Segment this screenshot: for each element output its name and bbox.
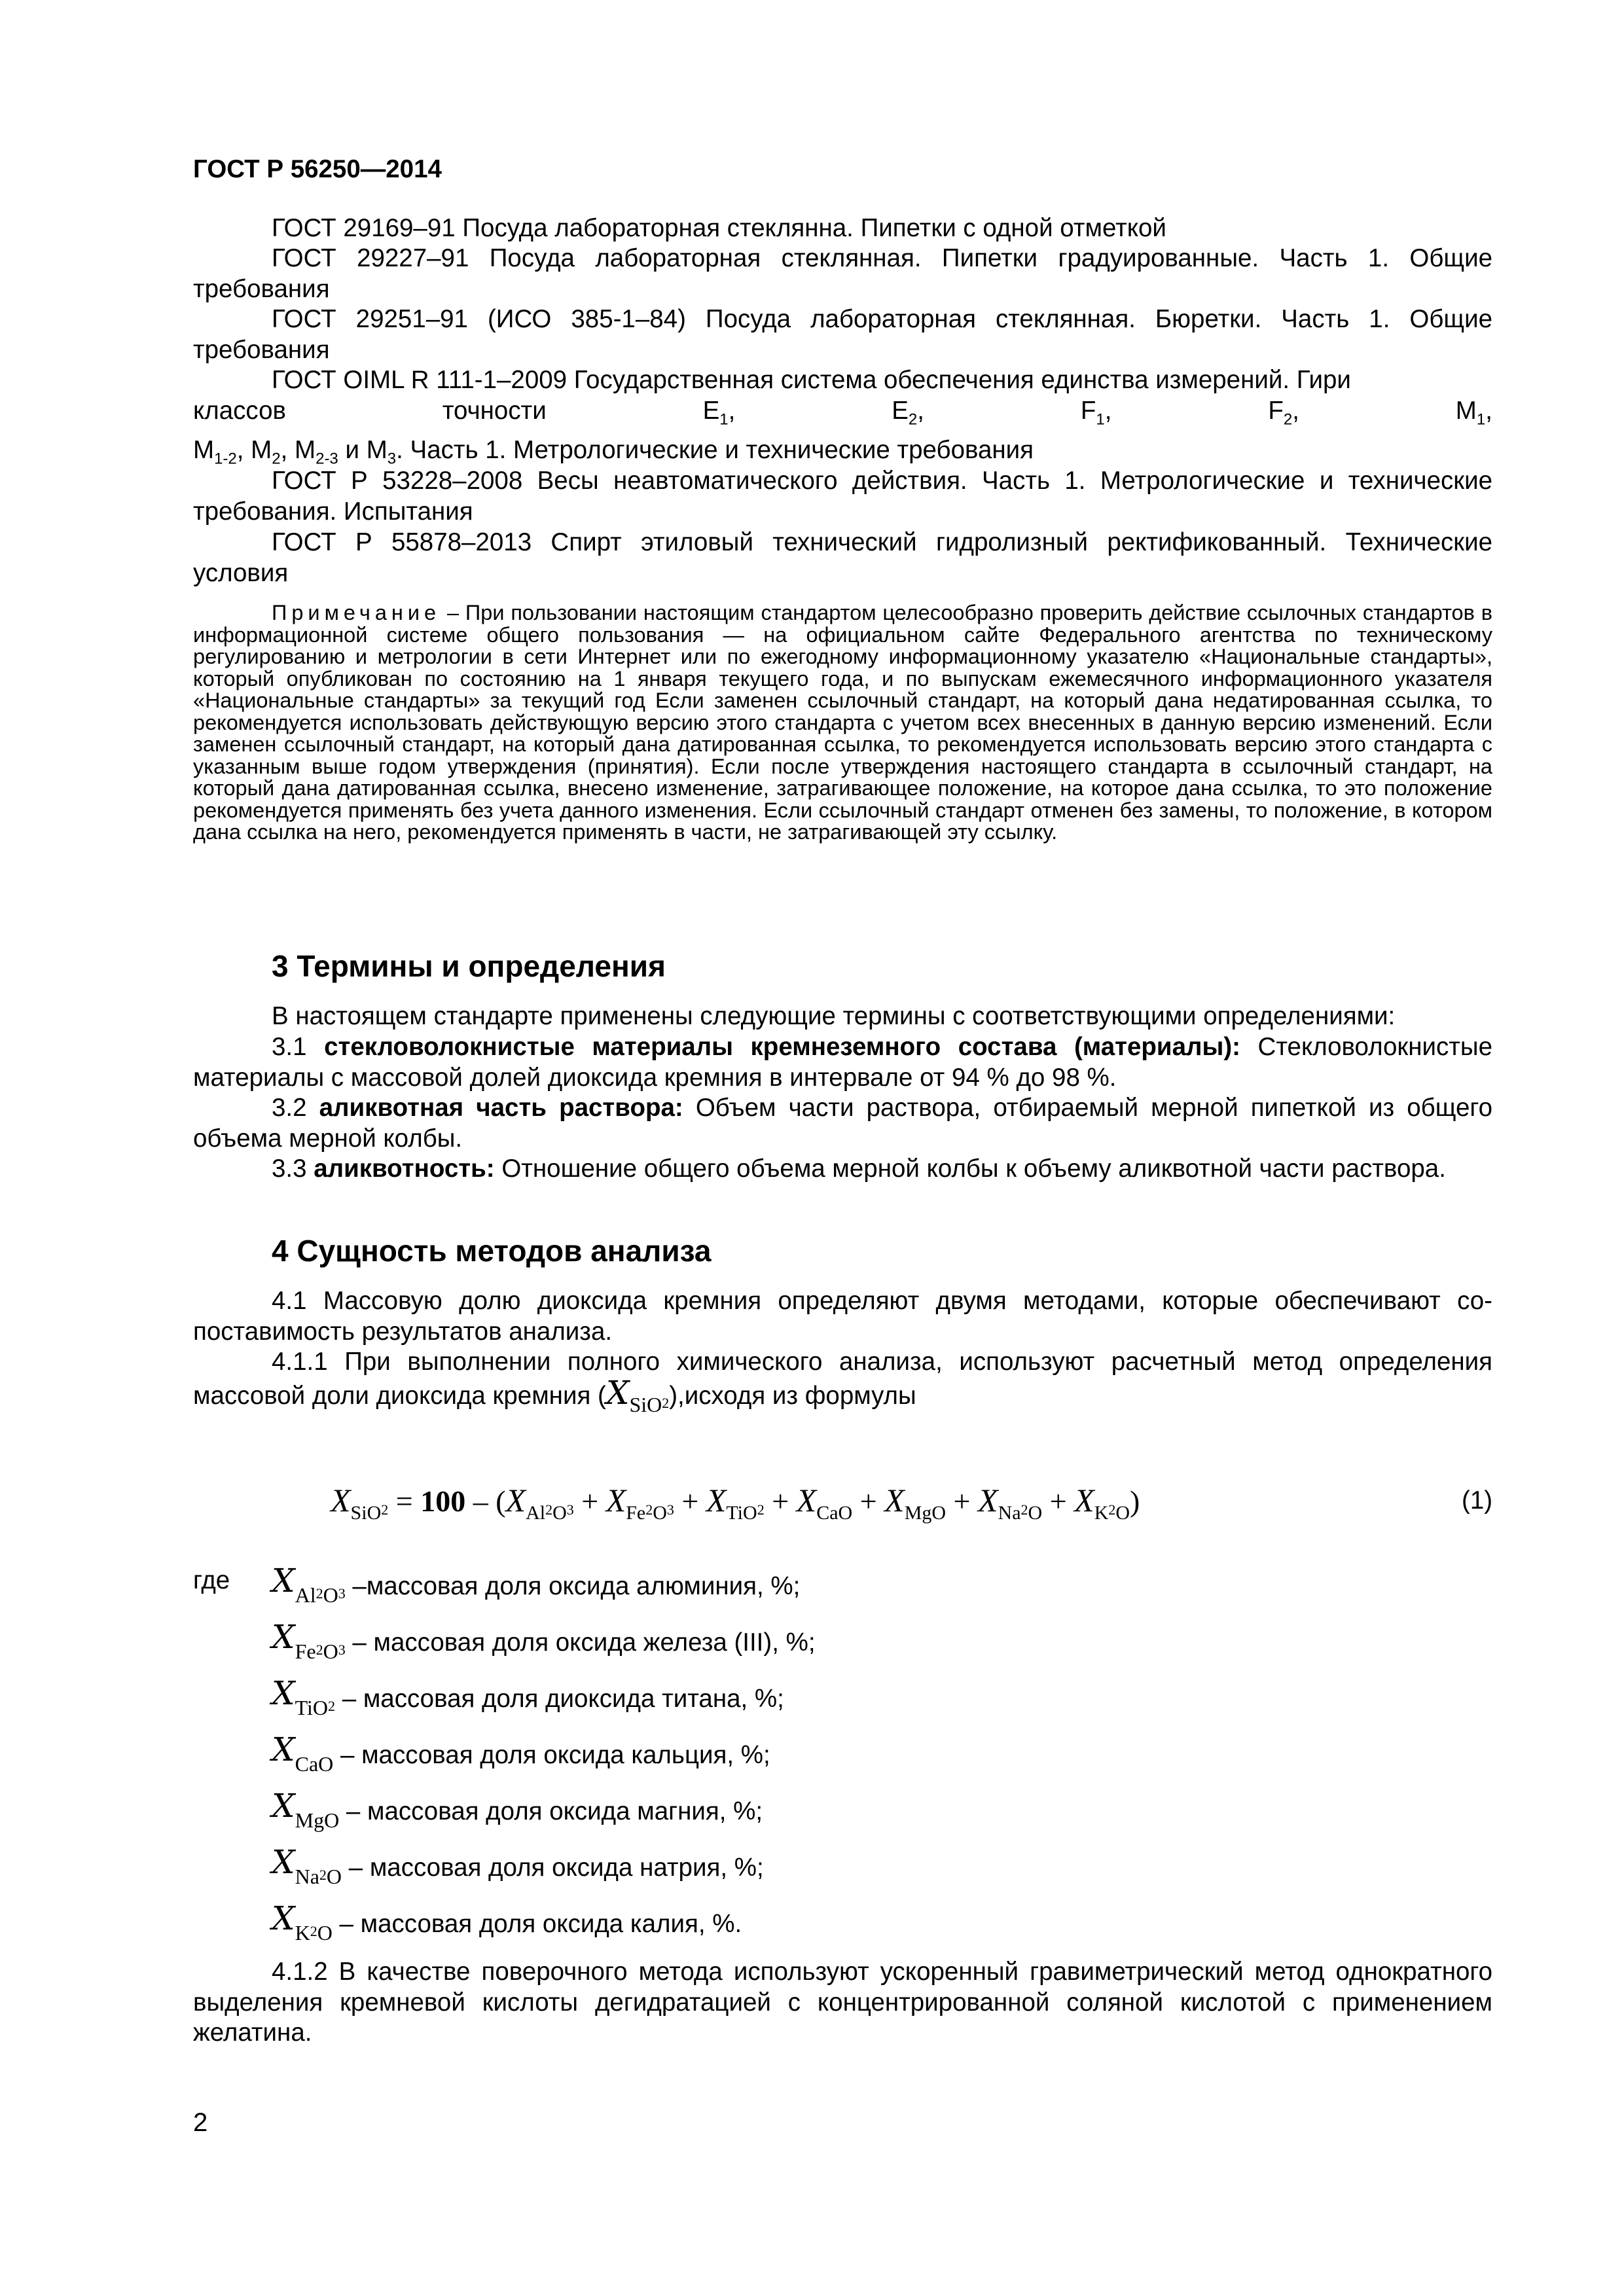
- reference-gost-53228: ГОСТ Р 53228–2008 Весы неавтоматического действия. Часть 1. Метрологические и технические требования. Испытания: [193, 467, 1492, 526]
- term-3-1: 3.1 стекловолокнистые материалы кремнеземного состава (материалы): Стекловолокнистые материалы с массовой долей диоксида кремния в интервале от 94 % до 98 %.: [193, 1033, 1493, 1092]
- page-header: ГОСТ Р 56250—2014: [193, 155, 442, 183]
- term-3-3: 3.3 аликвотность: Отношение общего объема мерной колбы к объему аликвотной части раствора.: [272, 1155, 1446, 1183]
- definition-mgo: $X_{MgO}$ – массовая доля оксида магния, %;: [272, 1787, 763, 1832]
- definition-fe2o3: $X_{Fe}2_O3$ – массовая доля оксида железа (III), %;: [272, 1618, 816, 1663]
- note-paragraph: Примечание – При пользовании настоящим стандартом целесообразно проверить действие ссылочных стандартов в информационной системе общего пользования — на официальном сайте Федерального агентства по техническому регулированию и метрологии в сети Интернет или по ежегодному информационному указателю «Национальные стандарты», который опубликован по состоянию на 1 января текущего года, и по выпускам ежемесячного информационного указателя «Национальные стандарты» за текущий год Если заменен ссылочный стандарт, на который дана недатированная ссылка, то рекомендуется использовать действующую версию этого стандарта с учетом всех внесенных в данную версию изменений. Если заменен ссылочный стандарт, на который дана датированная ссылка, то рекомендуется использовать версию этого стандарта с указанным выше годом утверждения (принятия). Если после утверждения настоящего стандарта в ссылочный стандарт, на который дана датированная ссылка, внесено изменение, затрагивающее положение, на которое дана ссылка, то это положение рекомендуется применять без учета данного изменения. Если ссылочный стандарт отменен без замены, то положение, в котором дана ссылка на него, рекомендуется применять в части, не затрагивающей эту ссылку.: [193, 601, 1492, 844]
- reference-gost-29251: ГОСТ 29251–91 (ИСО 385-1–84) Посуда лабораторная стеклянная. Бюретки. Часть 1. Общие требования: [193, 305, 1492, 364]
- paragraph-4-1-2: 4.1.2 В качестве поверочного метода используют ускоренный гравиметрический метод однократного выделения кремневой кислоты дегидратацией с концентрированной соляной кислотой с применением желатина.: [193, 1958, 1492, 2047]
- section-3-heading: 3 Термины и определения: [272, 949, 666, 983]
- reference-gost-55878: ГОСТ Р 55878–2013 Спирт этиловый технический гидролизный ректификованный. Технические условия: [193, 528, 1492, 587]
- definition-k2o: $X_K2_O$ – массовая доля оксида калия, %.: [272, 1899, 742, 1945]
- formula-1: $X_{SiO}2 = 100 - (X_{Al}2_O3 + X_{Fe}2_O3 + X_{TiO}2 + X_{CaO} + X_{MgO} + X_{Na}2_O + X_K2_O)$: [331, 1482, 1140, 1524]
- page-number: 2: [193, 2108, 208, 2137]
- paragraph-4-1-1: 4.1.1 При выполнении полного химического анализа, используют расчетный метод определения массовой доли диоксида кремния $(X_{SiO}2),исходя$ из формулы: [193, 1348, 1492, 1416]
- section-3-intro: В настоящем стандарте применены следующие термины с соответствующими определениями:: [272, 1002, 1396, 1030]
- section-4-heading: 4 Сущность методов анализа: [272, 1234, 712, 1268]
- definition-al2o3: $X_{Al}2_O3$ –массовая доля оксида алюминия, %;: [272, 1562, 801, 1607]
- definition-tio2: $X_{TiO}2$ – массовая доля диоксида титана, %;: [272, 1674, 784, 1719]
- term-3-2: 3.2 аликвотная часть раствора: Объем части раствора, отбираемый мерной пипеткой из общего объема мерной колбы.: [193, 1094, 1492, 1153]
- definition-cao: $X_{CaO}$ – массовая доля оксида кальция, %;: [272, 1731, 770, 1776]
- paragraph-4-1: 4.1 Массовую долю диоксида кремния определяют двумя методами, которые обеспечивают сопоставимость результатов анализа.: [193, 1287, 1492, 1346]
- formula-number: (1): [1462, 1486, 1493, 1515]
- reference-gost-29169: ГОСТ 29169–91 Посуда лабораторная стеклянна. Пипетки с одной отметкой: [272, 214, 1166, 242]
- reference-gost-29227: ГОСТ 29227–91 Посуда лабораторная стеклянная. Пипетки градуированные. Часть 1. Общие требования: [193, 244, 1492, 303]
- reference-gost-oiml: ГОСТ OIML R 111-1–2009 Государственная система обеспечения единства измерений. Гири классов точности $E_1$, $E_2$, $F_1$, $F_2$, $M_1$, $M_{1-2}$, $M_2$, $M_{2-3}$ и $M_3$. Часть 1. Метрологические и технические требования: [193, 366, 1492, 468]
- definition-na2o: $X_{Na}2_O$ – массовая доля оксида натрия, %;: [272, 1843, 764, 1888]
- where-label: где: [193, 1566, 230, 1594]
